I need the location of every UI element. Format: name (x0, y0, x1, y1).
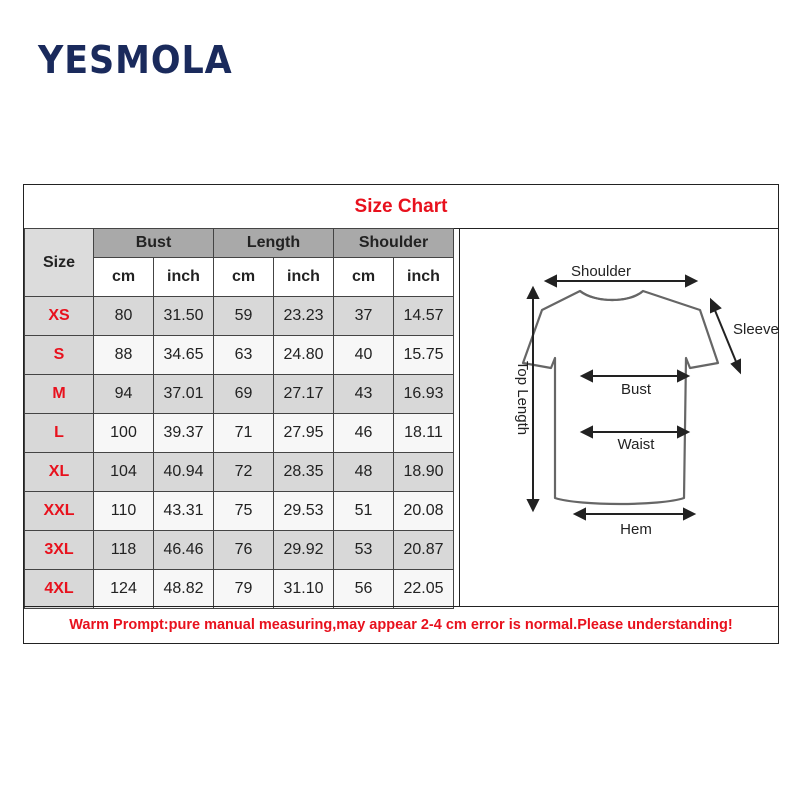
measurement-cell: 14.57 (394, 297, 454, 336)
table-header-row (25, 229, 454, 258)
measurement-cell: 24.80 (274, 336, 334, 375)
measurement-cell: 23.23 (274, 297, 334, 336)
top-length-label: Top Length (514, 360, 531, 436)
sleeve-label: Sleeve (733, 321, 779, 338)
measurement-cell: 79 (214, 570, 274, 609)
shoulder-group-header: Shoulder (334, 229, 454, 258)
measurement-cell: 59 (214, 297, 274, 336)
table-row (25, 414, 454, 453)
table-row (25, 570, 454, 609)
measurement-cell: 46.46 (154, 531, 214, 570)
size-cell: M (25, 375, 94, 414)
brand-logo: YESMOLA (38, 38, 233, 82)
measurement-cell: 31.50 (154, 297, 214, 336)
measurement-cell: 80 (94, 297, 154, 336)
measurement-cell: 48 (334, 453, 394, 492)
table-row (25, 375, 454, 414)
hem-label: Hem (620, 521, 652, 538)
unit-header: inch (154, 258, 214, 297)
unit-header: inch (394, 258, 454, 297)
measurement-cell: 31.10 (274, 570, 334, 609)
measurement-cell: 69 (214, 375, 274, 414)
measurement-cell: 28.35 (274, 453, 334, 492)
size-column-header: Size (25, 229, 94, 297)
measurement-cell: 43.31 (154, 492, 214, 531)
measurement-cell: 118 (94, 531, 154, 570)
measurement-cell: 29.53 (274, 492, 334, 531)
size-table (24, 228, 454, 609)
measurement-cell: 56 (334, 570, 394, 609)
size-cell: 4XL (25, 570, 94, 609)
waist-label: Waist (617, 436, 655, 453)
measurement-cell: 51 (334, 492, 394, 531)
measurement-cell: 124 (94, 570, 154, 609)
measurement-cell: 75 (214, 492, 274, 531)
table-row (25, 297, 454, 336)
table-row (25, 492, 454, 531)
measurement-cell: 71 (214, 414, 274, 453)
measurement-cell: 20.87 (394, 531, 454, 570)
measurement-cell: 29.92 (274, 531, 334, 570)
measurement-cell: 72 (214, 453, 274, 492)
unit-header: inch (274, 258, 334, 297)
measurement-cell: 40 (334, 336, 394, 375)
tshirt-diagram (460, 228, 779, 606)
table-row (25, 453, 454, 492)
size-cell: XL (25, 453, 94, 492)
table-row (25, 531, 454, 570)
measurement-cell: 100 (94, 414, 154, 453)
measurement-cell: 16.93 (394, 375, 454, 414)
unit-header: cm (94, 258, 154, 297)
size-cell: XS (25, 297, 94, 336)
measurement-cell: 48.82 (154, 570, 214, 609)
size-cell: 3XL (25, 531, 94, 570)
measurement-cell: 94 (94, 375, 154, 414)
size-cell: L (25, 414, 94, 453)
bust-label: Bust (620, 381, 652, 398)
unit-header: cm (214, 258, 274, 297)
measurement-cell: 37 (334, 297, 394, 336)
measurement-cell: 39.37 (154, 414, 214, 453)
measurement-cell: 20.08 (394, 492, 454, 531)
measurement-cell: 27.95 (274, 414, 334, 453)
measurement-cell: 40.94 (154, 453, 214, 492)
measurement-cell: 18.11 (394, 414, 454, 453)
chart-title: Size Chart (24, 185, 778, 229)
hem-arrow (575, 509, 694, 519)
warm-prompt-note: Warm Prompt:pure manual measuring,may appear 2-4 cm error is normal.Please understanding! (24, 606, 778, 643)
bust-group-header: Bust (94, 229, 214, 258)
measurement-cell: 37.01 (154, 375, 214, 414)
size-cell: S (25, 336, 94, 375)
measurement-cell: 46 (334, 414, 394, 453)
measurement-cell: 63 (214, 336, 274, 375)
unit-header: cm (334, 258, 394, 297)
table-row (25, 336, 454, 375)
measurement-cell: 76 (214, 531, 274, 570)
measurement-diagram (459, 228, 779, 606)
size-cell: XXL (25, 492, 94, 531)
measurement-cell: 34.65 (154, 336, 214, 375)
shoulder-label: Shoulder (570, 263, 632, 280)
measurement-cell: 104 (94, 453, 154, 492)
measurement-cell: 22.05 (394, 570, 454, 609)
measurement-cell: 43 (334, 375, 394, 414)
measurement-cell: 18.90 (394, 453, 454, 492)
size-chart (23, 184, 779, 644)
measurement-cell: 15.75 (394, 336, 454, 375)
measurement-cell: 53 (334, 531, 394, 570)
measurement-cell: 27.17 (274, 375, 334, 414)
measurement-cell: 110 (94, 492, 154, 531)
measurement-cell: 88 (94, 336, 154, 375)
length-group-header: Length (214, 229, 334, 258)
